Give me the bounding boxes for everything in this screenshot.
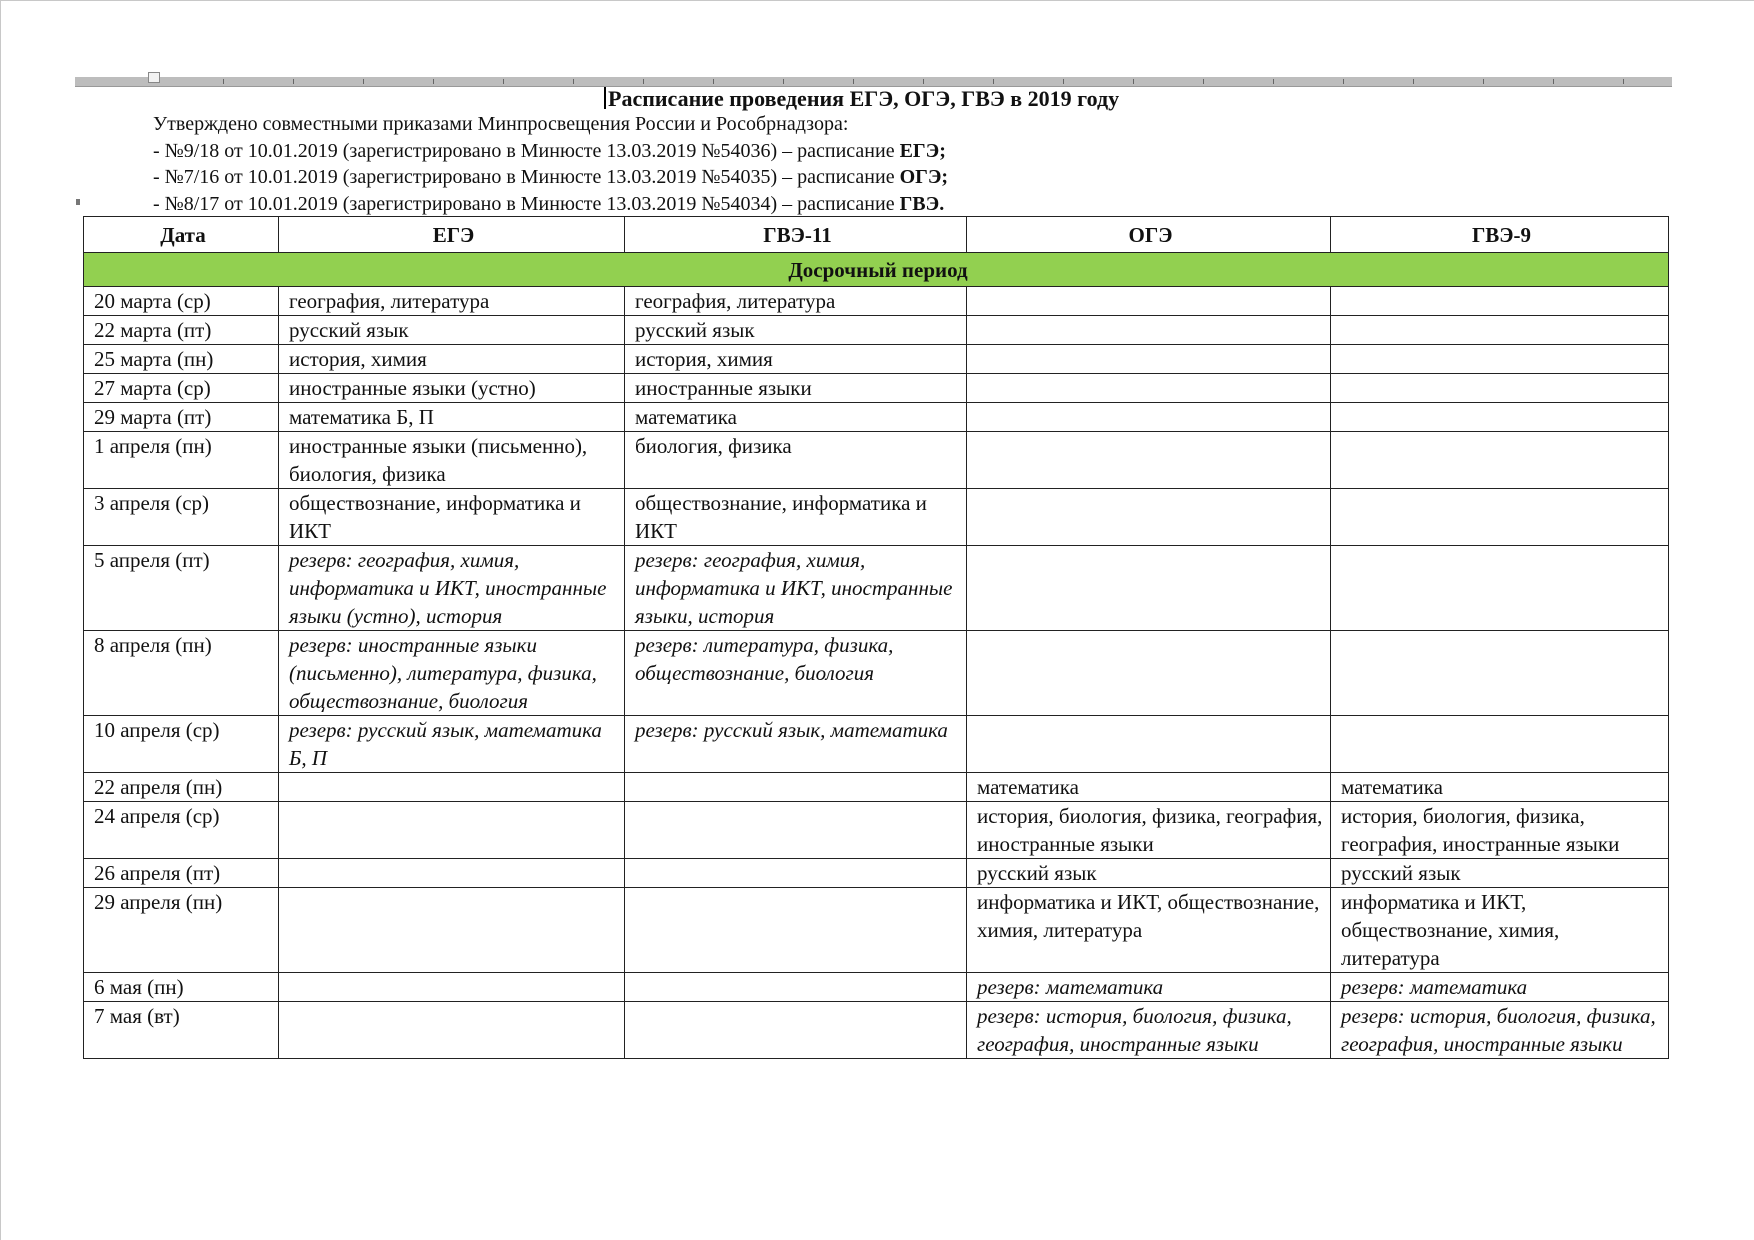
- ruler-tick: [923, 79, 924, 84]
- table-row: [84, 546, 1669, 631]
- oge-cell[interactable]: информатика и ИКТ, обществознание, химия, литература: [967, 888, 1331, 973]
- header-ege[interactable]: ЕГЭ: [279, 217, 625, 253]
- gve11-cell[interactable]: география, литература: [625, 287, 967, 316]
- header-gve9[interactable]: ГВЭ-9: [1331, 217, 1669, 253]
- ege-cell[interactable]: [279, 973, 625, 1002]
- ege-cell[interactable]: [279, 773, 625, 802]
- gve9-cell[interactable]: история, биология, физика, география, иностранные языки: [1331, 802, 1669, 859]
- table-row: [84, 316, 1669, 345]
- table-row: [84, 374, 1669, 403]
- oge-cell[interactable]: [967, 631, 1331, 716]
- ege-cell[interactable]: иностранные языки (письменно), биология, физика: [279, 432, 625, 489]
- table-header-row: [84, 217, 1669, 253]
- date-cell[interactable]: 1 апреля (пн): [84, 432, 279, 489]
- order-line: - №9/18 от 10.01.2019 (зарегистрировано в Минюсте 13.03.2019 №54036) – расписание ЕГЭ;: [153, 139, 946, 162]
- date-cell[interactable]: 24 апреля (ср): [84, 802, 279, 859]
- gve11-cell[interactable]: [625, 802, 967, 859]
- table-row: [84, 802, 1669, 859]
- oge-cell[interactable]: история, биология, физика, география, иностранные языки: [967, 802, 1331, 859]
- gve11-cell[interactable]: резерв: литература, физика, обществознание, биология: [625, 631, 967, 716]
- table-row: [84, 345, 1669, 374]
- ege-cell[interactable]: иностранные языки (устно): [279, 374, 625, 403]
- gve11-cell[interactable]: [625, 773, 967, 802]
- table-row: [84, 432, 1669, 489]
- date-cell[interactable]: 5 апреля (пт): [84, 546, 279, 631]
- gve9-cell[interactable]: математика: [1331, 773, 1669, 802]
- gve11-cell[interactable]: резерв: русский язык, математика: [625, 716, 967, 773]
- oge-cell[interactable]: резерв: математика: [967, 973, 1331, 1002]
- date-cell[interactable]: 8 апреля (пн): [84, 631, 279, 716]
- oge-cell[interactable]: русский язык: [967, 859, 1331, 888]
- ruler-tick: [1553, 79, 1554, 84]
- date-cell[interactable]: 26 апреля (пт): [84, 859, 279, 888]
- gve11-cell[interactable]: русский язык: [625, 316, 967, 345]
- ege-cell[interactable]: резерв: география, химия, информатика и ИКТ, иностранные языки (устно), история: [279, 546, 625, 631]
- oge-cell[interactable]: [967, 716, 1331, 773]
- ruler-tick: [853, 79, 854, 84]
- ruler-tick: [363, 79, 364, 84]
- schedule-table[interactable]: [83, 216, 1669, 1059]
- gve11-cell[interactable]: обществознание, информатика и ИКТ: [625, 489, 967, 546]
- date-cell[interactable]: 20 марта (ср): [84, 287, 279, 316]
- table-row: [84, 489, 1669, 546]
- gve11-cell[interactable]: [625, 888, 967, 973]
- date-cell[interactable]: 25 марта (пн): [84, 345, 279, 374]
- ege-cell[interactable]: [279, 1002, 625, 1059]
- table-row: [84, 859, 1669, 888]
- date-cell[interactable]: 27 марта (ср): [84, 374, 279, 403]
- date-cell[interactable]: 10 апреля (ср): [84, 716, 279, 773]
- table-row: [84, 287, 1669, 316]
- period-row: [84, 253, 1669, 287]
- gve9-cell[interactable]: [1331, 432, 1669, 489]
- ege-cell[interactable]: [279, 802, 625, 859]
- ege-cell[interactable]: русский язык: [279, 316, 625, 345]
- ruler-tick: [293, 79, 294, 84]
- ruler-tick: [1273, 79, 1274, 84]
- header-oge[interactable]: ОГЭ: [967, 217, 1331, 253]
- oge-cell[interactable]: резерв: история, биология, физика, география, иностранные языки: [967, 1002, 1331, 1059]
- date-cell[interactable]: 29 марта (пт): [84, 403, 279, 432]
- gve11-cell[interactable]: резерв: география, химия, информатика и ИКТ, иностранные языки, история: [625, 546, 967, 631]
- gve9-cell[interactable]: [1331, 546, 1669, 631]
- gve11-cell[interactable]: иностранные языки: [625, 374, 967, 403]
- oge-cell[interactable]: математика: [967, 773, 1331, 802]
- gve9-cell[interactable]: [1331, 403, 1669, 432]
- gve9-cell[interactable]: русский язык: [1331, 859, 1669, 888]
- ruler-tick: [573, 79, 574, 84]
- oge-cell[interactable]: [967, 316, 1331, 345]
- ruler-tick: [783, 79, 784, 84]
- ruler-tick: [1343, 79, 1344, 84]
- table-row: [84, 403, 1669, 432]
- gve9-cell[interactable]: резерв: математика: [1331, 973, 1669, 1002]
- oge-cell[interactable]: [967, 403, 1331, 432]
- date-cell[interactable]: 22 марта (пт): [84, 316, 279, 345]
- gve11-cell[interactable]: биология, физика: [625, 432, 967, 489]
- table-row: [84, 1002, 1669, 1059]
- header-gve11[interactable]: ГВЭ-11: [625, 217, 967, 253]
- window-frame-left: [0, 0, 1, 1240]
- gve11-cell[interactable]: история, химия: [625, 345, 967, 374]
- intro-line: Утверждено совместными приказами Минпросвещения России и Рособрнадзора:: [153, 113, 849, 135]
- gve9-cell[interactable]: [1331, 489, 1669, 546]
- ruler-tick: [1063, 79, 1064, 84]
- oge-cell[interactable]: [967, 489, 1331, 546]
- ruler-tick: [223, 79, 224, 84]
- ege-cell[interactable]: [279, 859, 625, 888]
- oge-cell[interactable]: [967, 432, 1331, 489]
- gve9-cell[interactable]: информатика и ИКТ, обществознание, химия, литература: [1331, 888, 1669, 973]
- table-row: [84, 773, 1669, 802]
- table-row: [84, 973, 1669, 1002]
- window-frame-top: [0, 0, 1754, 1]
- gve9-cell[interactable]: [1331, 287, 1669, 316]
- table-anchor-icon[interactable]: [76, 199, 80, 205]
- gve9-cell[interactable]: [1331, 374, 1669, 403]
- ruler-tick: [433, 79, 434, 84]
- oge-cell[interactable]: [967, 287, 1331, 316]
- document-intro[interactable]: [153, 111, 948, 217]
- gve9-cell[interactable]: [1331, 716, 1669, 773]
- date-cell[interactable]: 6 мая (пн): [84, 973, 279, 1002]
- gve9-cell[interactable]: [1331, 345, 1669, 374]
- gve11-cell[interactable]: [625, 859, 967, 888]
- table-row: [84, 888, 1669, 973]
- ruler-tick: [1133, 79, 1134, 84]
- text-cursor: [604, 87, 606, 109]
- ruler-tick: [1203, 79, 1204, 84]
- document-title-text: Расписание проведения ЕГЭ, ОГЭ, ГВЭ в 2019 году: [608, 86, 1120, 111]
- ege-cell[interactable]: резерв: иностранные языки (письменно), литература, физика, обществознание, биология: [279, 631, 625, 716]
- ruler-tick: [1623, 79, 1624, 84]
- ege-cell[interactable]: [279, 888, 625, 973]
- ruler-tick: [503, 79, 504, 84]
- gve11-cell[interactable]: математика: [625, 403, 967, 432]
- ruler-tick: [713, 79, 714, 84]
- document-title[interactable]: [604, 86, 1119, 112]
- ruler-tick: [1413, 79, 1414, 84]
- ruler-indent-marker[interactable]: [148, 72, 160, 83]
- table-row: [84, 716, 1669, 773]
- header-date[interactable]: Дата: [84, 217, 279, 253]
- ege-cell[interactable]: обществознание, информатика и ИКТ: [279, 489, 625, 546]
- date-cell[interactable]: 3 апреля (ср): [84, 489, 279, 546]
- oge-cell[interactable]: [967, 374, 1331, 403]
- date-cell[interactable]: 22 апреля (пн): [84, 773, 279, 802]
- ruler-tick: [1483, 79, 1484, 84]
- date-cell[interactable]: 7 мая (вт): [84, 1002, 279, 1059]
- oge-cell[interactable]: [967, 546, 1331, 631]
- gve11-cell[interactable]: [625, 1002, 967, 1059]
- gve9-cell[interactable]: [1331, 631, 1669, 716]
- oge-cell[interactable]: [967, 345, 1331, 374]
- ege-cell[interactable]: резерв: русский язык, математика Б, П: [279, 716, 625, 773]
- ruler-tick: [993, 79, 994, 84]
- ruler-tick: [643, 79, 644, 84]
- order-line: - №8/17 от 10.01.2019 (зарегистрировано в Минюсте 13.03.2019 №54034) – расписание ГВЭ.: [153, 192, 945, 215]
- gve9-cell[interactable]: [1331, 316, 1669, 345]
- gve11-cell[interactable]: [625, 973, 967, 1002]
- gve9-cell[interactable]: резерв: история, биология, физика, география, иностранные языки: [1331, 1002, 1669, 1059]
- ege-cell[interactable]: история, химия: [279, 345, 625, 374]
- ege-cell[interactable]: математика Б, П: [279, 403, 625, 432]
- order-line: - №7/16 от 10.01.2019 (зарегистрировано в Минюсте 13.03.2019 №54035) – расписание ОГЭ;: [153, 166, 949, 188]
- ege-cell[interactable]: география, литература: [279, 287, 625, 316]
- date-cell[interactable]: 29 апреля (пн): [84, 888, 279, 973]
- table-row: [84, 631, 1669, 716]
- period-label[interactable]: Досрочный период: [84, 253, 1669, 287]
